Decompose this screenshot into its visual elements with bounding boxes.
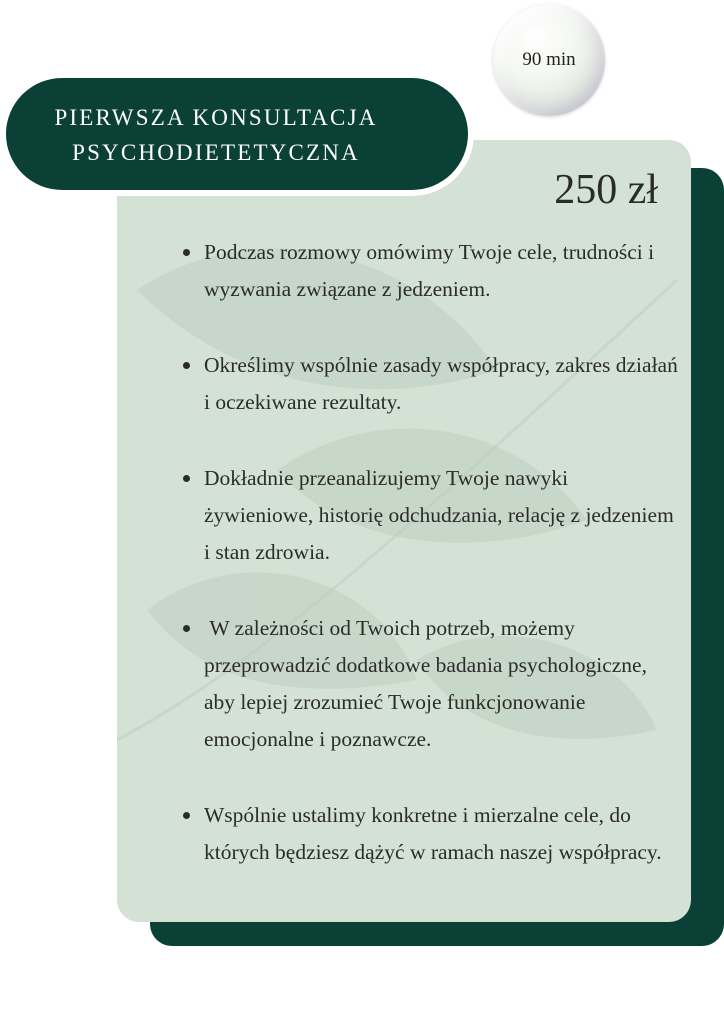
list-item: W zależności od Twoich potrzeb, możemy przeprowadzić dodatkowe badania psychologiczne, aby lepiej zrozumieć Twoje funkcjonowanie emocjonalne i poznawcze. [178,610,678,758]
title-line-2: PSYCHODIETETYCZNA [72,140,360,165]
duration-label: 90 min [522,49,576,70]
benefits-list [178,234,678,910]
title-banner [6,78,468,190]
list-item: Dokładnie przeanalizujemy Twoje nawyki żywieniowe, historię odchudzania, relację z jedzeniem i stan zdrowia. [178,460,678,571]
list-item: Wspólnie ustalimy konkretne i mierzalne cele, do których będziesz dążyć w ramach naszej współpracy. [178,797,678,871]
price-label: 250 zł [554,167,658,213]
title-line-1: PIERWSZA KONSULTACJA [54,105,378,130]
list-item: Podczas rozmowy omówimy Twoje cele, trudności i wyzwania związane z jedzeniem. [178,234,678,308]
list-item: Określimy wspólnie zasady współpracy, zakres działań i oczekiwane rezultaty. [178,347,678,421]
duration-bubble [493,4,605,116]
